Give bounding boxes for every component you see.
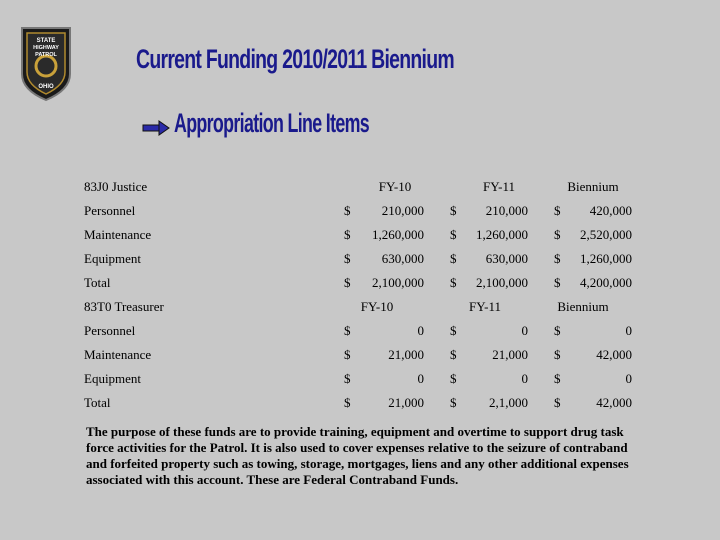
currency-sign: $	[554, 203, 561, 218]
section1-name: 83J0 Justice	[84, 179, 148, 194]
currency-sign: $	[344, 371, 351, 386]
row-label: Maintenance	[84, 227, 152, 242]
row-label: Personnel	[84, 203, 136, 218]
row-label: Total	[84, 395, 111, 410]
currency-sign: $	[450, 395, 457, 410]
currency-sign: $	[554, 251, 561, 266]
fy10-value: 210,000	[381, 203, 424, 218]
row-label: Maintenance	[84, 347, 152, 362]
fy10-value: 1,260,000	[372, 227, 424, 242]
biennium-value: 0	[625, 371, 632, 386]
currency-sign: $	[450, 371, 457, 386]
row-label: Total	[84, 275, 111, 290]
currency-sign: $	[554, 347, 561, 362]
currency-sign: $	[344, 227, 351, 242]
currency-sign: $	[554, 323, 561, 338]
currency-sign: $	[554, 371, 561, 386]
fy11-value: 2,100,000	[476, 275, 528, 290]
biennium-value: 42,000	[596, 395, 632, 410]
page-subtitle: Appropriation Line Items	[174, 108, 370, 138]
biennium-value: 2,520,000	[580, 227, 632, 242]
fy11-value: 210,000	[485, 203, 528, 218]
fy10-value: 0	[417, 323, 424, 338]
section1-header-biennium: Biennium	[567, 179, 619, 194]
section1-header-fy10: FY-10	[378, 179, 412, 194]
currency-sign: $	[450, 251, 457, 266]
fy10-value: 630,000	[381, 251, 424, 266]
section2-header-fy11: FY-11	[468, 299, 502, 314]
currency-sign: $	[450, 347, 457, 362]
biennium-value: 420,000	[589, 203, 632, 218]
biennium-value: 4,200,000	[580, 275, 632, 290]
page-title: Current Funding 2010/2011 Biennium	[136, 44, 454, 74]
fy10-value: 21,000	[388, 395, 424, 410]
currency-sign: $	[344, 347, 351, 362]
svg-text:HIGHWAY: HIGHWAY	[33, 45, 59, 51]
fy11-value: 630,000	[485, 251, 528, 266]
fy11-value: 2,1,000	[489, 395, 528, 410]
fy11-value: 21,000	[492, 347, 528, 362]
svg-text:OHIO: OHIO	[38, 84, 54, 90]
section1-header-fy11: FY-11	[482, 179, 516, 194]
highway-patrol-logo	[18, 22, 74, 102]
currency-sign: $	[344, 203, 351, 218]
fy10-value: 2,100,000	[372, 275, 424, 290]
section2-name: 83T0 Treasurer	[84, 299, 164, 314]
biennium-value: 1,260,000	[580, 251, 632, 266]
currency-sign: $	[344, 251, 351, 266]
currency-sign: $	[554, 227, 561, 242]
row-label: Equipment	[84, 371, 142, 386]
fy10-value: 0	[417, 371, 424, 386]
currency-sign: $	[554, 275, 561, 290]
currency-sign: $	[450, 227, 457, 242]
currency-sign: $	[450, 323, 457, 338]
fy11-value: 0	[521, 371, 528, 386]
biennium-value: 0	[625, 323, 632, 338]
currency-sign: $	[554, 395, 561, 410]
fy11-value: 1,260,000	[476, 227, 528, 242]
arrow-right-icon	[142, 120, 170, 136]
row-label: Personnel	[84, 323, 136, 338]
section2-header-fy10: FY-10	[360, 299, 394, 314]
currency-sign: $	[344, 395, 351, 410]
currency-sign: $	[344, 323, 351, 338]
row-label: Equipment	[84, 251, 142, 266]
currency-sign: $	[450, 275, 457, 290]
fy11-value: 0	[521, 323, 528, 338]
fy10-value: 21,000	[388, 347, 424, 362]
section2-header-biennium: Biennium	[557, 299, 609, 314]
svg-text:STATE: STATE	[36, 38, 56, 44]
currency-sign: $	[344, 275, 351, 290]
footer-description: The purpose of these funds are to provide training, equipment and overtime to support drug task force activities for the Patrol. It is also used to cover expenses relative to the seizure of contraband and forfeited property such as towing, storage, mortgages, liens and any other additional expenses associated with this account. These are Federal Contraband Funds.	[86, 424, 629, 487]
biennium-value: 42,000	[596, 347, 632, 362]
currency-sign: $	[450, 203, 457, 218]
svg-text:PATROL: PATROL	[35, 52, 57, 58]
